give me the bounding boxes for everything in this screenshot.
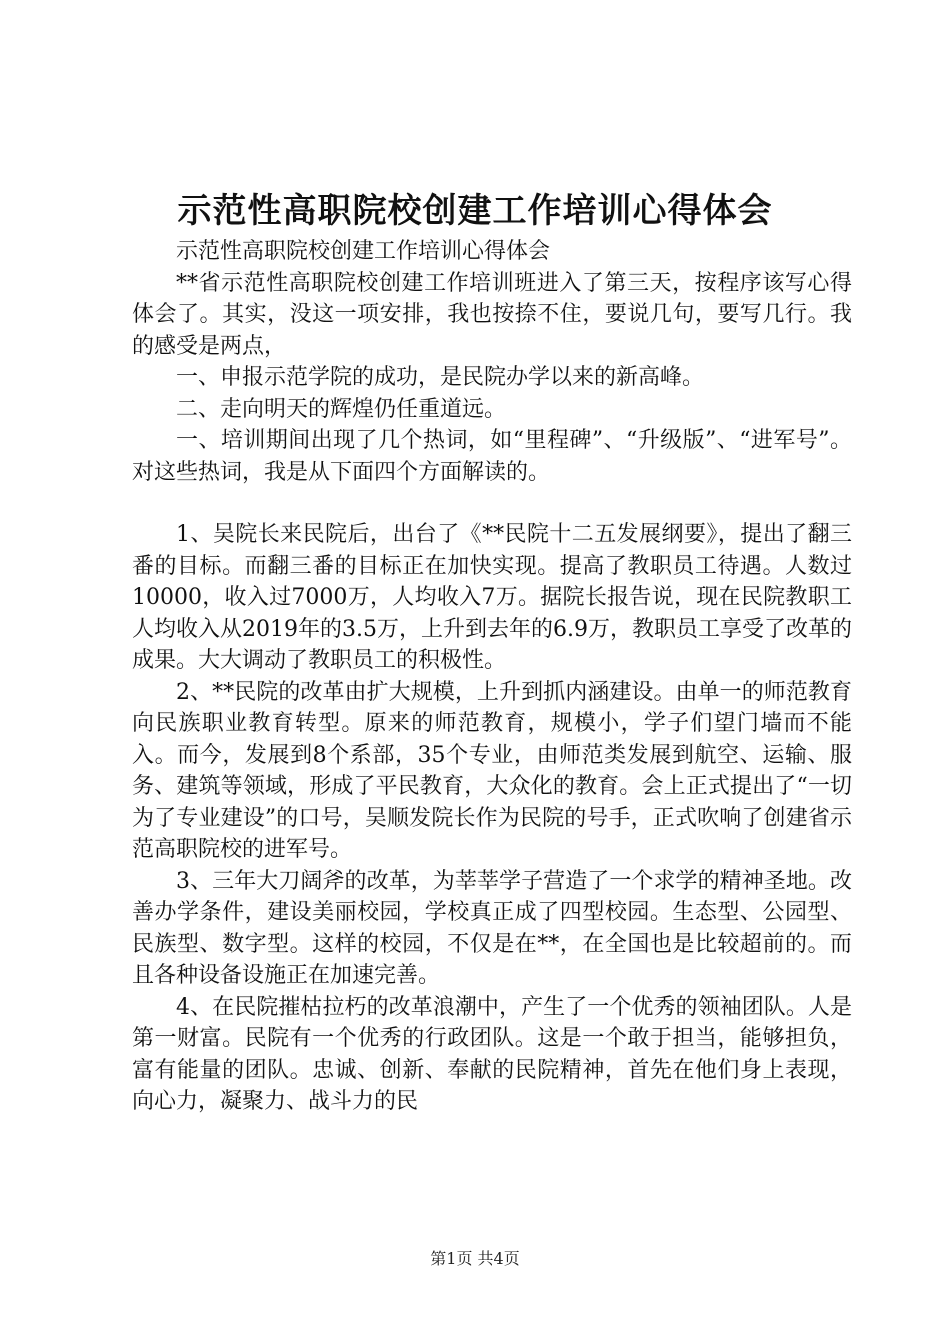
document-body [132,236,852,1118]
paragraph-point-1: 一、申报示范学院的成功，是民院办学以来的新高峰。 [176,365,705,390]
paragraph-subtitle: 示范性高职院校创建工作培训心得体会 [176,239,551,264]
paragraph-item-1: 1、吴院长来民院后，出台了《**民院十二五发展纲要》，提出了翻三番的目标。而翻三番的目标正在加快实现。提高了教职员工待遇。人数过10000，收入过7000万，人均收入7万。据院长报告说，现在民院教职工人均收入从2019年的3.5万，上升到去年的6.9万，教职员工享受了改革的成果。大大调动了教职员工的积极性。 [132,522,852,673]
paragraph-point-2: 二、走向明天的辉煌仍任重道远。 [176,396,507,422]
paragraph-item-3: 3、三年大刀阔斧的改革，为莘莘学子营造了一个求学的精神圣地。改善办学条件，建设美丽校园，学校真正成了四型校园。生态型、公园型、民族型、数字型。这样的校园，不仅是在**，在全国也是比较超前的。而且各种设备设施正在加速完善。 [132,868,852,988]
paragraph-item-4: 4、在民院摧枯拉朽的改革浪潮中，产生了一个优秀的领袖团队。人是第一财富。民院有一个优秀的行政团队。这是一个敢于担当，能够担负，富有能量的团队。忠诚、创新、奉献的民院精神，首先在他们身上表现，向心力，凝聚力、战斗力的民 [132,994,852,1114]
page-number: 第1页 共4页 [430,1249,520,1268]
paragraph-intro: **省示范性高职院校创建工作培训班进入了第三天，按程序该写心得体会了。其实，没这一项安排，我也按捺不住，要说几句，要写几行。我的感受是两点， [132,270,852,359]
document-title: 示范性高职院校创建工作培训心得体会 [177,191,773,231]
paragraph-item-2: 2、**民院的改革由扩大规模，上升到抓内涵建设。由单一的师范教育向民族职业教育转型。原来的师范教育，规模小，学子们望门墙而不能入。而今，发展到8个系部，35个专业，由师范类发展到航空、运输、服务、建筑等领域，形成了平民教育，大众化的教育。会上正式提出了“一切为了专业建设”的口号，吴顺发院长作为民院的号手，正式吹响了创建省示范高职院校的进军号。 [132,679,852,862]
paragraph-section-1: 一、培训期间出现了几个热词，如“里程碑”、“升级版”、“进军号”。对这些热词，我是从下面四个方面解读的。 [132,428,852,485]
